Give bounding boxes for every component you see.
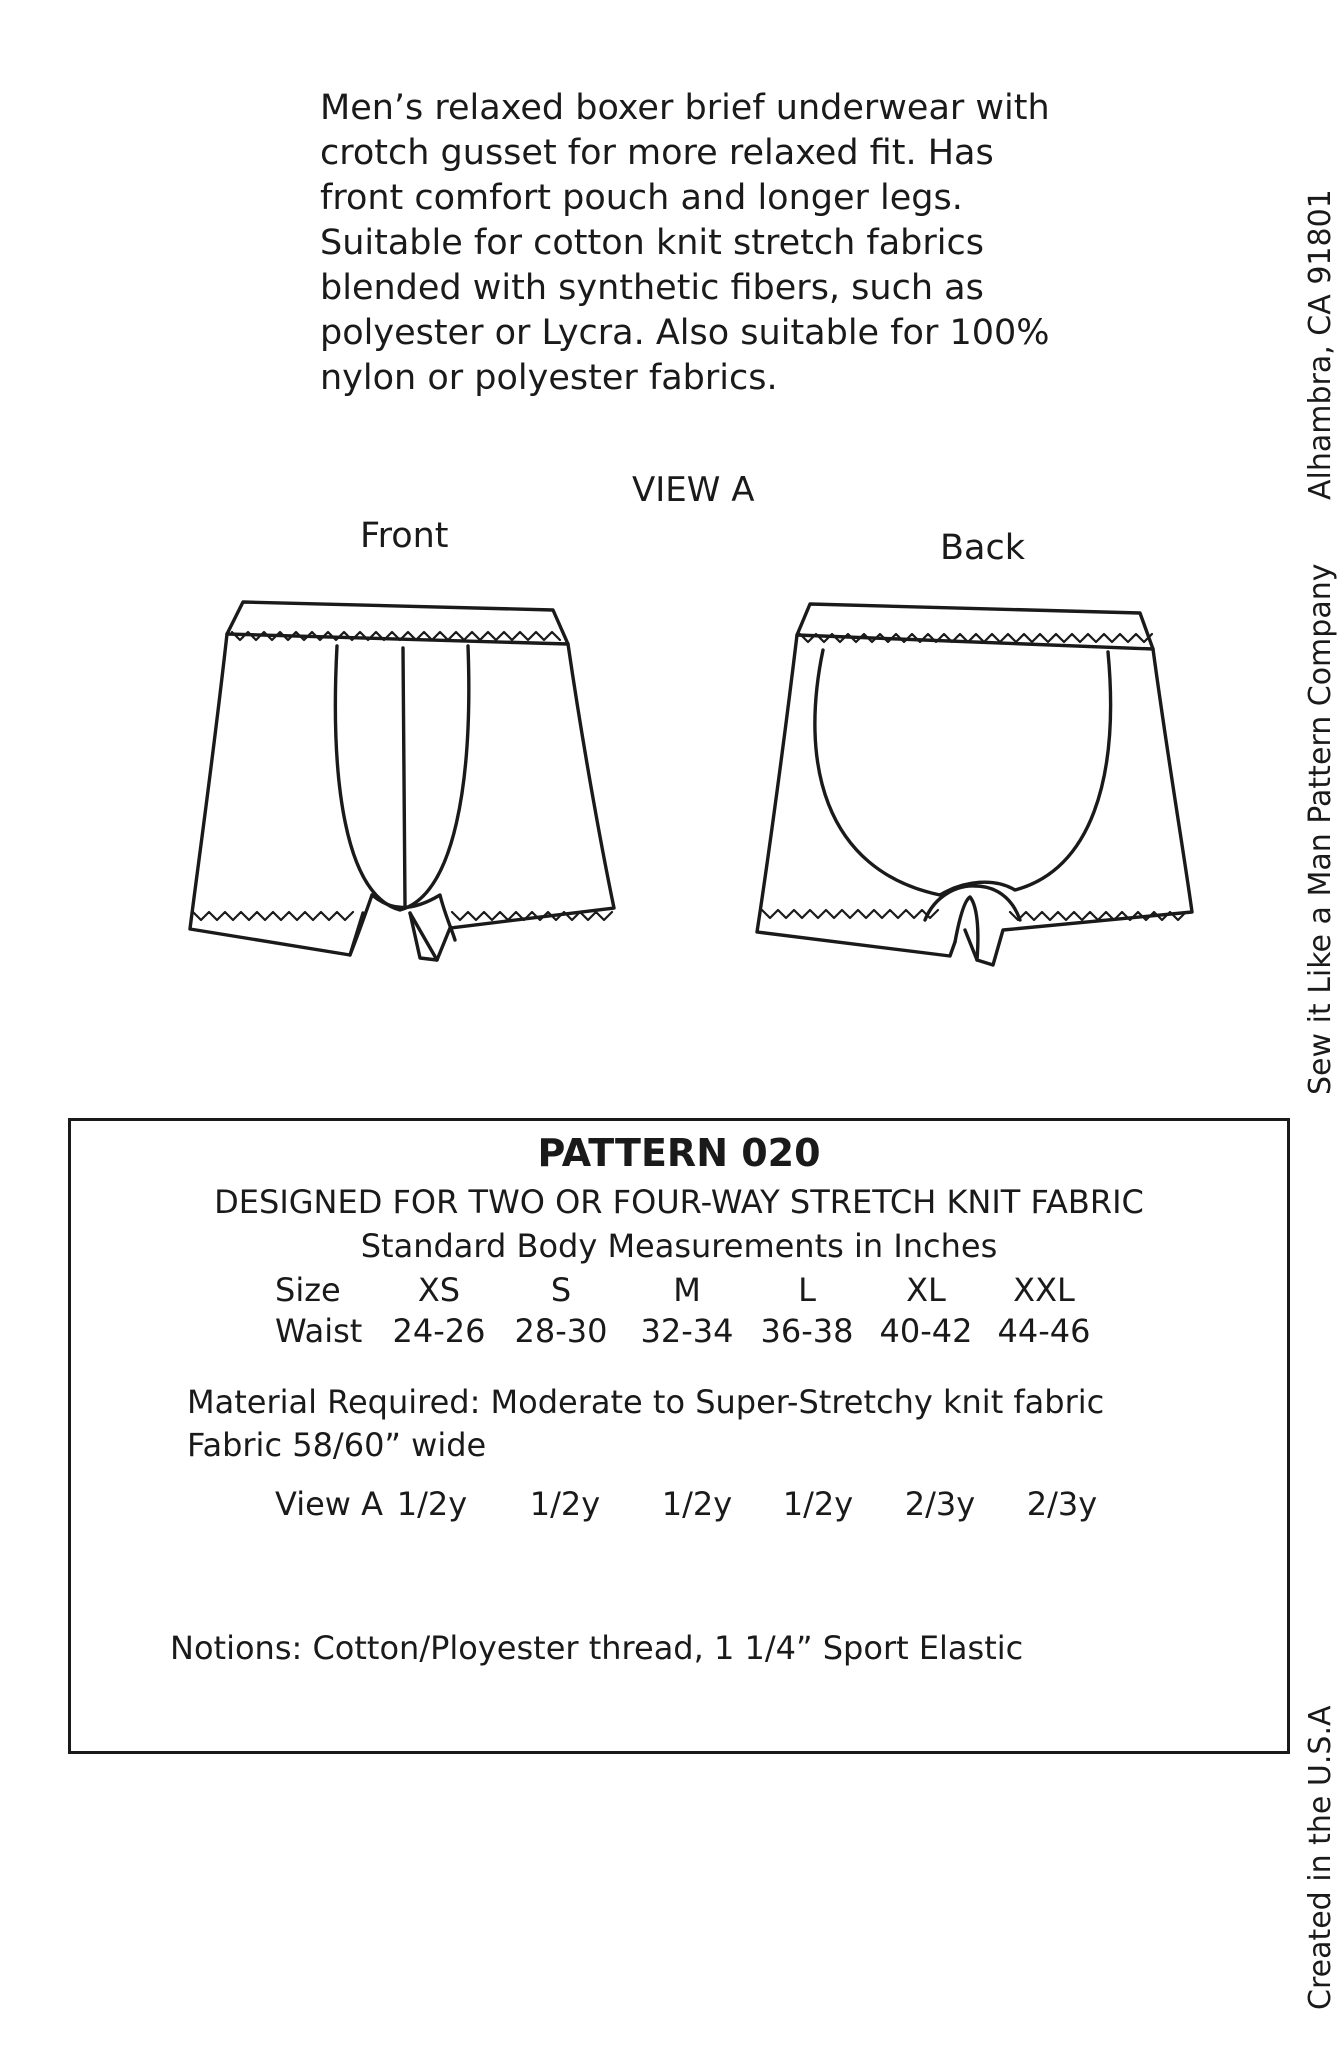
back-view-drawing [745, 595, 1215, 975]
size-value: L [798, 1271, 816, 1309]
description-line: blended with synthetic fibers, such as [320, 268, 984, 308]
waist-value: 24-26 [392, 1312, 486, 1350]
description-line: Men’s relaxed boxer brief underwear with [320, 88, 1050, 128]
size-label: Size [275, 1271, 341, 1309]
yardage-value: 1/2y [661, 1485, 733, 1523]
size-value: XS [417, 1271, 461, 1309]
waist-value: 40-42 [879, 1312, 973, 1350]
company-name: Sew it Like a Man Pattern Company [1303, 563, 1338, 1095]
description-line: polyester or Lycra. Also suitable for 100% [320, 313, 1050, 353]
back-label: Back [940, 528, 1025, 568]
description-line: Suitable for cotton knit stretch fabrics [320, 223, 984, 263]
yardage-value: 1/2y [782, 1485, 854, 1523]
material-required: Material Required: Moderate to Super-Stretchy knit fabric [187, 1383, 1105, 1421]
size-value: M [673, 1271, 701, 1309]
front-view-drawing [180, 595, 640, 970]
size-value: XXL [1013, 1271, 1075, 1309]
yardage-value: 2/3y [1026, 1485, 1098, 1523]
fabric-width: Fabric 58/60” wide [187, 1426, 487, 1464]
description-line: front comfort pouch and longer legs. [320, 178, 963, 218]
yardage-value: 1/2y [396, 1485, 468, 1523]
waist-label: Waist [275, 1312, 363, 1350]
waist-value: 32-34 [640, 1312, 734, 1350]
yardage-value: 2/3y [904, 1485, 976, 1523]
size-value: XL [906, 1271, 946, 1309]
fabric-design-note: DESIGNED FOR TWO OR FOUR-WAY STRETCH KNIT FABRIC [214, 1183, 1144, 1221]
front-label: Front [360, 516, 449, 556]
size-value: S [550, 1271, 572, 1309]
pattern-title: PATTERN 020 [537, 1131, 821, 1175]
origin-note: Created in the U.S.A [1303, 1705, 1338, 2010]
view-title: VIEW A [632, 470, 755, 510]
waist-value: 36-38 [760, 1312, 854, 1350]
description-line: nylon or polyester fabrics. [320, 358, 778, 398]
yardage-value: 1/2y [529, 1485, 601, 1523]
measurements-note: Standard Body Measurements in Inches [360, 1227, 998, 1265]
description-line: crotch gusset for more relaxed fit. Has [320, 133, 994, 173]
notions: Notions: Cotton/Ployester thread, 1 1/4” Sport Elastic [170, 1629, 1024, 1667]
pattern-description [320, 86, 1080, 401]
view-a-label: View A [275, 1485, 383, 1523]
waist-value: 28-30 [514, 1312, 608, 1350]
company-address: Alhambra, CA 91801 [1303, 189, 1338, 500]
waist-value: 44-46 [997, 1312, 1091, 1350]
pattern-info-box [68, 1118, 1290, 1754]
